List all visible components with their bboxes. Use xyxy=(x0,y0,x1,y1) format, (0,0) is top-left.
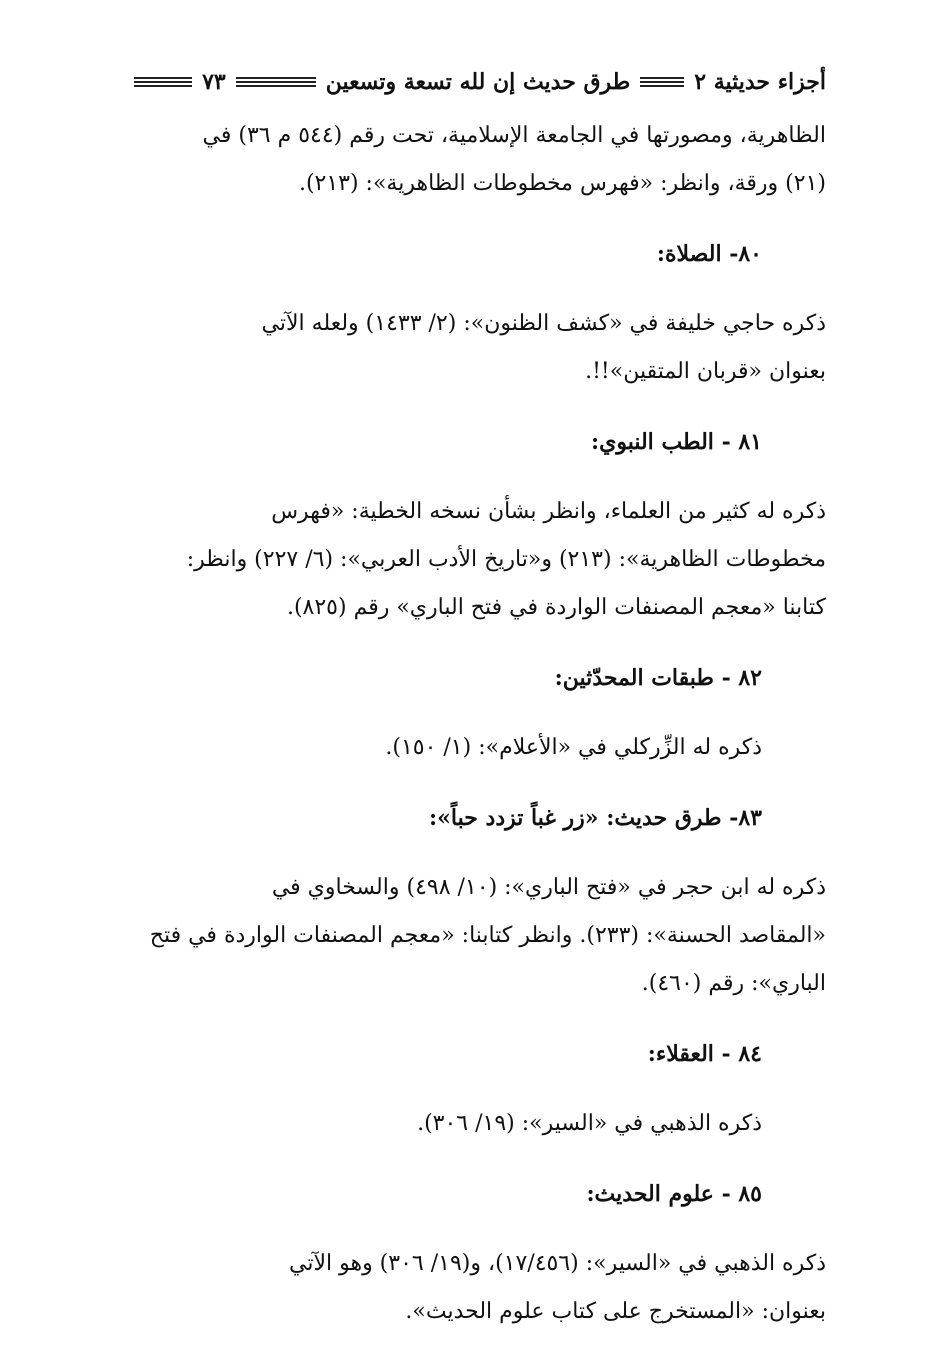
paragraph xyxy=(88,488,826,632)
paragraph xyxy=(88,1240,826,1336)
chapter-title: طرق حديث إن لله تسعة وتسعين xyxy=(325,69,631,95)
entry-heading: ٨١ - الطب النبوي: xyxy=(590,429,762,455)
text-line: الظاهرية، ومصورتها في الجامعة الإسلامية، تحت رقم (٥٤٤ م ٣٦) في xyxy=(202,123,826,148)
page-body xyxy=(88,112,826,1358)
text-line: ذكره له كثير من العلماء، وانظر بشأن نسخه الخطية: «فهرس xyxy=(271,499,826,524)
text-line: بعنوان «قربان المتقين»!!. xyxy=(585,359,826,384)
running-header xyxy=(88,62,826,102)
text-line: «المقاصد الحسنة»: (٢٣٣). وانظر كتابنا: «معجم المصنفات الواردة في فتح xyxy=(149,923,826,948)
entry-text: ذكره الذهبي في «السير»: (١٩/ ٣٠٦). xyxy=(417,1111,762,1136)
paragraph xyxy=(88,300,826,396)
header-rule xyxy=(640,77,684,87)
text-line: مخطوطات الظاهرية»: (٢١٣) و«تاريخ الأدب العربي»: (٦/ ٢٢٧) وانظر: xyxy=(186,547,826,572)
book-title: أجزاء حديثية ٢ xyxy=(694,69,826,95)
text-line: ذكره له ابن حجر في «فتح الباري»: (١٠/ ٤٩٨) والسخاوي في xyxy=(271,875,826,900)
text-line: كتابنا «معجم المصنفات الواردة في فتح الباري» رقم (٨٢٥). xyxy=(286,595,826,620)
paragraph xyxy=(88,864,826,1008)
entry-heading: ٨٤ - العقلاء: xyxy=(647,1041,762,1067)
header-rule xyxy=(134,77,192,87)
entry-text: ذكره له الزِّركلي في «الأعلام»: (١/ ١٥٠). xyxy=(385,735,762,760)
text-line: ذكره حاجي خليفة في «كشف الظنون»: (٢/ ١٤٣٣) ولعله الآتي xyxy=(261,311,826,336)
paragraph xyxy=(88,112,826,208)
entry-heading: ٨٣- طرق حديث: «زر غباً تزدد حباً»: xyxy=(429,805,762,831)
text-line: (٢١) ورقة، وانظر: «فهرس مخطوطات الظاهرية»: (٢١٣). xyxy=(298,171,826,196)
entry-heading: ٨٥ - علوم الحديث: xyxy=(586,1181,762,1207)
header-rule xyxy=(236,77,316,87)
text-line: بعنوان: «المستخرج على كتاب علوم الحديث». xyxy=(405,1299,826,1324)
page-number: ٧٣ xyxy=(202,69,226,95)
entry-heading: ٨٠- الصلاة: xyxy=(656,241,762,267)
entry-heading: ٨٢ - طبقات المحدّثين: xyxy=(554,665,762,691)
text-line: ذكره الذهبي في «السير»: (١٧/٤٥٦)، و(١٩/ ٣٠٦) وهو الآتي xyxy=(288,1251,826,1276)
text-line: الباري»: رقم (٤٦٠). xyxy=(641,971,826,996)
